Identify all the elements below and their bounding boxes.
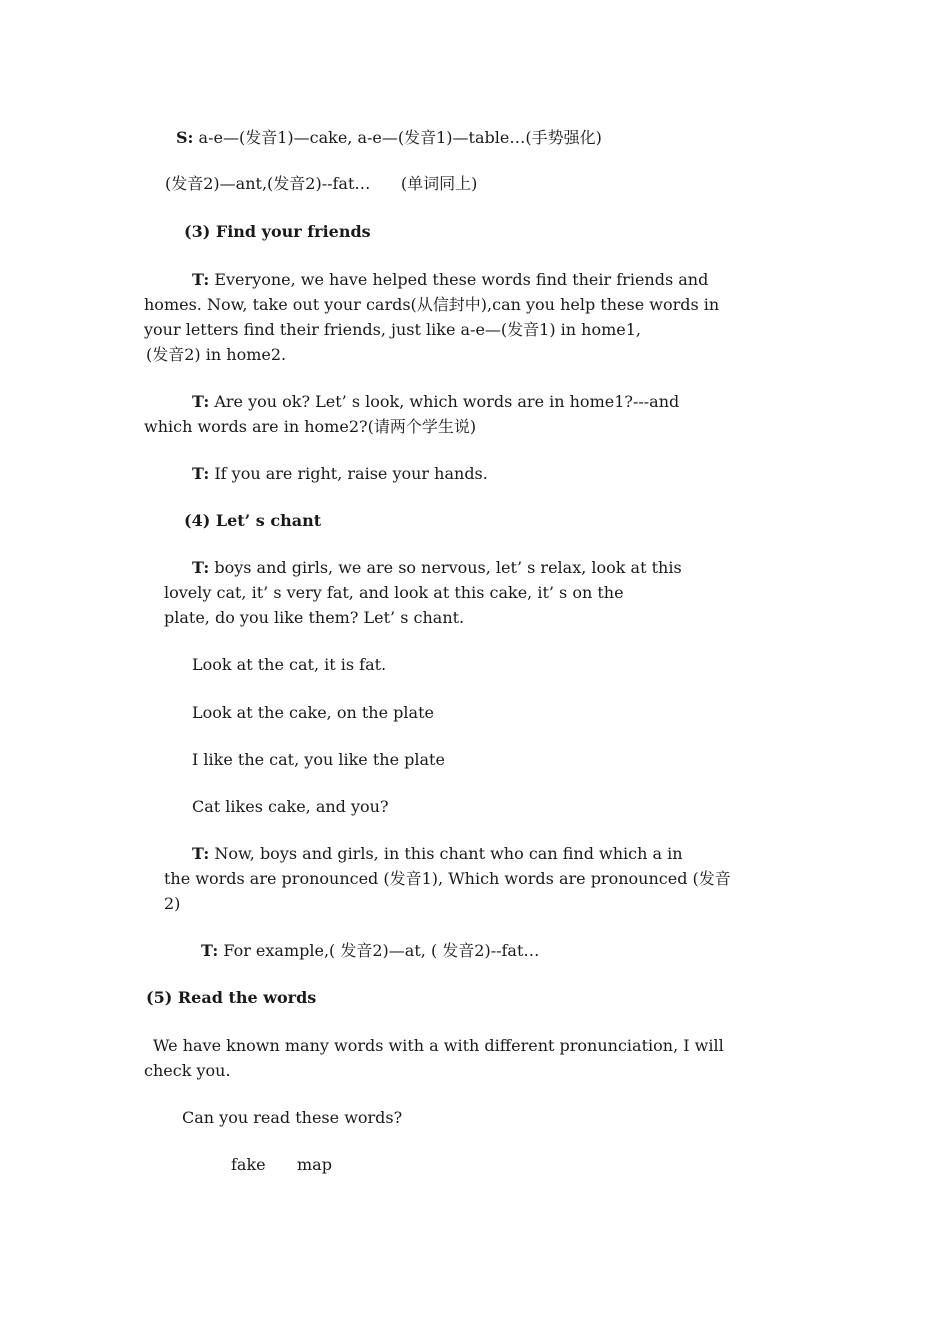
speaker-label: T: <box>201 941 219 960</box>
para-1-line-4: (发音2) in home2. <box>146 345 287 364</box>
para-1-line-2: homes. Now, take out your cards(从信封中),can you help these words in <box>144 295 720 314</box>
para-8: Can you read these words? <box>182 1108 403 1127</box>
line-text: For example,( 发音2)—at, ( 发音2)--fat… <box>218 941 540 960</box>
para-4-line-1 <box>192 555 682 580</box>
para-5-line-3: 2) <box>164 894 181 913</box>
word-item: fake <box>231 1155 266 1174</box>
para-1-line-3: your letters find their friends, just like a-e—(发音1) in home1, <box>144 320 642 339</box>
chant-line: I like the cat, you like the plate <box>192 750 445 769</box>
line-text: a-e—(发音1)—cake, a-e—(发音1)—table…(手势强化) <box>193 128 602 147</box>
student-line-1 <box>176 125 602 150</box>
speaker-label: T: <box>192 270 210 289</box>
para-2-line-1 <box>192 389 679 414</box>
word-item: map <box>297 1155 332 1174</box>
para-2-line-2: which words are in home2?(请两个学生说) <box>144 417 477 436</box>
para-4-line-2: lovely cat, it’ s very fat, and look at this cake, it’ s on the <box>164 583 624 602</box>
line-text: Are you ok? Let’ s look, which words are in home1?---and <box>209 392 680 411</box>
chant-line: Cat likes cake, and you? <box>192 797 389 816</box>
speaker-label: T: <box>192 392 210 411</box>
speaker-label: T: <box>192 558 210 577</box>
line-text: Now, boys and girls, in this chant who can find which a in <box>209 844 683 863</box>
line-text: boys and girls, we are so nervous, let’ s relax, look at this <box>209 558 682 577</box>
section-heading-4: (4) Let’ s chant <box>184 511 322 530</box>
para-5-line-2: the words are pronounced (发音1), Which words are pronounced (发音 <box>164 869 731 888</box>
section-heading-5: (5) Read the words <box>146 988 317 1007</box>
speaker-label: T: <box>192 844 210 863</box>
student-line-2: (发音2)—ant,(发音2)--fat… (单词同上) <box>165 174 478 193</box>
para-7-line-2: check you. <box>144 1061 231 1080</box>
para-3-line-1 <box>192 461 488 486</box>
para-6-line-1 <box>201 938 539 963</box>
chant-line: Look at the cat, it is fat. <box>192 655 387 674</box>
para-5-line-1 <box>192 841 683 866</box>
chant-line: Look at the cake, on the plate <box>192 703 434 722</box>
speaker-label: T: <box>192 464 210 483</box>
para-1-line-1 <box>192 267 708 292</box>
line-text: If you are right, raise your hands. <box>209 464 488 483</box>
para-7-line-1: We have known many words with a with different pronunciation, I will <box>153 1036 724 1055</box>
section-heading-3: (3) Find your friends <box>184 222 371 241</box>
para-4-line-3: plate, do you like them? Let’ s chant. <box>164 608 465 627</box>
speaker-label: S: <box>176 128 194 147</box>
line-text: Everyone, we have helped these words find their friends and <box>209 270 709 289</box>
